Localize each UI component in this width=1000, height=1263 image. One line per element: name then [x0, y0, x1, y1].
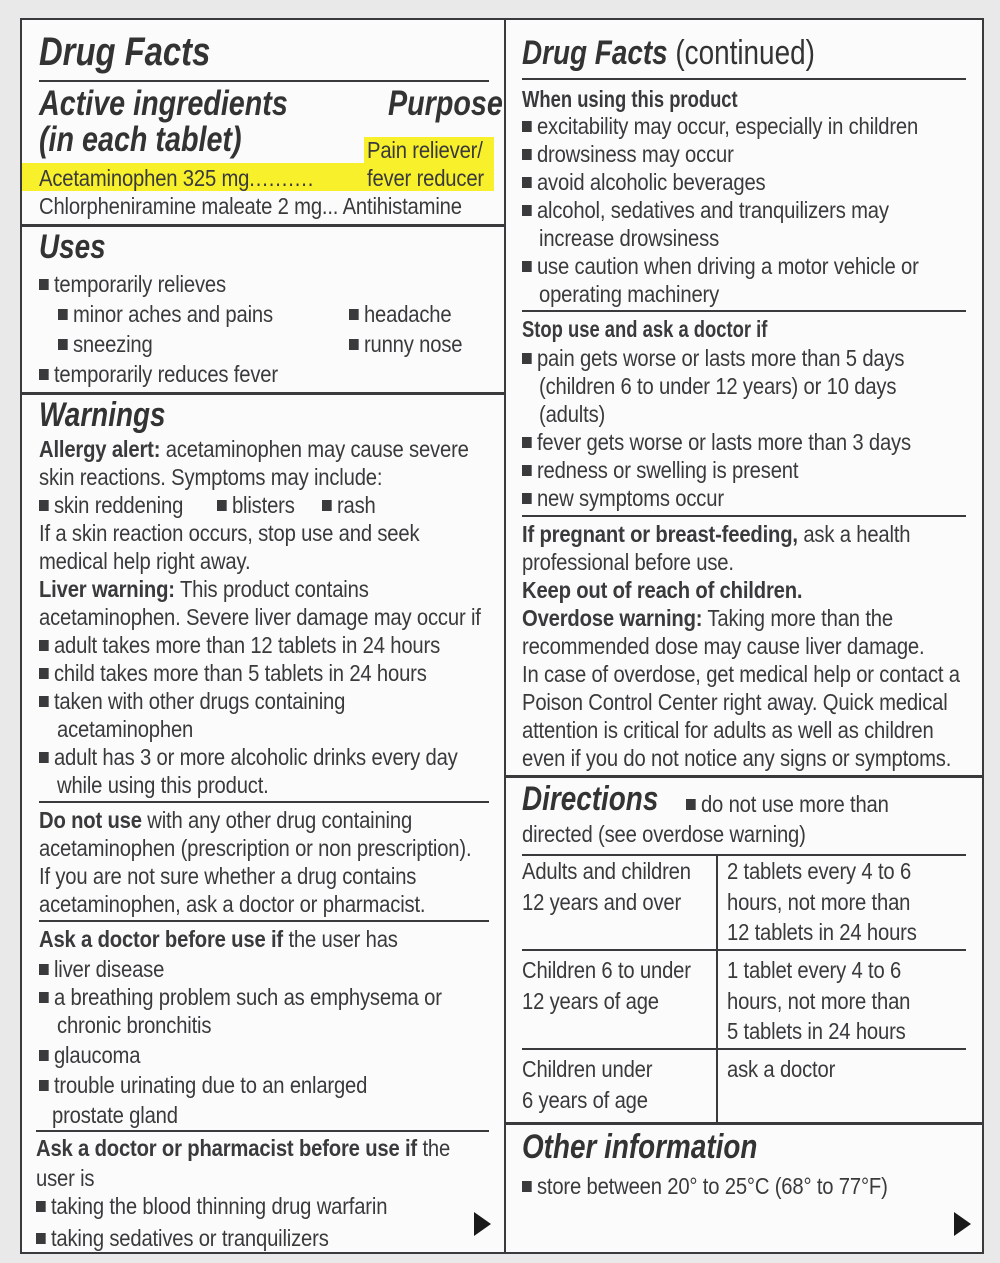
uses-item: sneezing [58, 330, 153, 358]
uses-item: temporarily reduces fever [39, 360, 278, 388]
stop-use-item: pain gets worse or lasts more than 5 days [522, 344, 904, 372]
divider-uses [22, 224, 506, 227]
ask-doctor-item: a breathing problem such as emphysema or [39, 983, 442, 1011]
continued-arrow-icon [954, 1212, 971, 1236]
ask-pharmacist-item: taking sedatives or tranquilizers [36, 1224, 329, 1252]
age-group-cell: Adults and children [522, 858, 691, 884]
ask-doctor-item: glaucoma [39, 1041, 140, 1069]
pregnant-warning: If pregnant or breast-feeding, ask a health [522, 521, 911, 547]
overdose-text: even if you do not notice any signs or symptoms. [522, 745, 952, 771]
age-group-cell: 12 years and over [522, 889, 682, 915]
directions-note: do not use more than [686, 790, 889, 818]
other-information-item: store between 20° to 25°C (68° to 77°F) [522, 1172, 888, 1200]
allergy-text: medical help right away. [39, 548, 251, 574]
overdose-warning: Overdose warning: Taking more than the [522, 605, 893, 631]
uses-item: headache [349, 300, 451, 328]
symptom-item: rash [322, 491, 376, 519]
do-not-use-text: acetaminophen, ask a doctor or pharmacist. [39, 891, 426, 917]
purpose-fever-reducer: fever reducer [367, 165, 484, 191]
dose-cell: 5 tablets in 24 hours [727, 1018, 906, 1044]
do-not-use-text: acetaminophen (prescription or non prescription). [39, 835, 472, 861]
continued-arrow-icon [474, 1212, 491, 1236]
when-using-item: use caution when driving a motor vehicle or [522, 252, 919, 280]
ask-doctor-item-cont: chronic bronchitis [57, 1012, 212, 1038]
liver-text: acetaminophen. Severe liver damage may occur if [39, 604, 481, 630]
divider-do-not-use [39, 801, 489, 803]
ask-doctor-item: liver disease [39, 955, 164, 983]
purpose-heading: Purpose [388, 84, 503, 123]
divider-pregnant [522, 515, 966, 517]
drug-facts-right-panel [506, 18, 984, 1254]
divider-directions [506, 775, 982, 778]
stop-use-item: new symptoms occur [522, 484, 724, 512]
when-using-item: alcohol, sedatives and tranquilizers may [522, 196, 889, 224]
when-using-item-cont: operating machinery [539, 281, 720, 307]
divider-other-info [506, 1122, 982, 1125]
uses-heading: Uses [39, 228, 106, 266]
ask-pharmacist: Ask a doctor or pharmacist before use if the [36, 1135, 451, 1161]
liver-item-cont: while using this product. [57, 772, 269, 798]
stop-use-item: fever gets worse or lasts more than 3 days [522, 428, 911, 456]
drug-facts-left-panel [20, 18, 506, 1254]
ingredient-chlorpheniramine: Chlorpheniramine maleate 2 mg... Antihistamine [39, 193, 462, 219]
dose-cell: 2 tablets every 4 to 6 [727, 858, 912, 884]
overdose-text: attention is critical for adults as well as children [522, 717, 934, 743]
when-using-item-cont: increase drowsiness [539, 225, 720, 251]
ask-doctor: Ask a doctor before use if the user has [39, 926, 398, 952]
ask-doctor-item: trouble urinating due to an enlarged [39, 1071, 367, 1099]
keep-out-of-reach: Keep out of reach of children. [522, 577, 803, 603]
directions-heading: Directions [522, 780, 659, 818]
allergy-alert: Allergy alert: acetaminophen may cause severe [39, 436, 469, 462]
drug-facts-title: Drug Facts [39, 30, 211, 74]
do-not-use-text: If you are not sure whether a drug contains [39, 863, 417, 889]
stop-use-item-cont: (adults) [539, 401, 606, 427]
when-using-item: avoid alcoholic beverages [522, 168, 765, 196]
age-group-cell: 12 years of age [522, 988, 659, 1014]
liver-item: adult takes more than 12 tablets in 24 hours [39, 631, 440, 659]
when-using-item: drowsiness may occur [522, 140, 734, 168]
divider-ask-pharmacist [36, 1130, 489, 1132]
divider-ask-doctor [39, 920, 489, 922]
age-group-cell: Children 6 to under [522, 957, 691, 983]
purpose-pain-reliever: Pain reliever/ [367, 137, 483, 163]
uses-item: temporarily relieves [39, 270, 226, 298]
title-rule [522, 78, 966, 80]
uses-item: runny nose [349, 330, 462, 358]
allergy-text: If a skin reaction occurs, stop use and seek [39, 520, 420, 546]
overdose-text: Poison Control Center right away. Quick medical [522, 689, 948, 715]
active-ingredients-subheading: (in each tablet) [39, 120, 242, 159]
dose-cell: hours, not more than [727, 889, 911, 915]
overdose-text: recommended dose may cause liver damage. [522, 633, 925, 659]
pregnant-text: professional before use. [522, 549, 734, 575]
liver-item: taken with other drugs containing [39, 687, 345, 715]
liver-item: adult has 3 or more alcoholic drinks every day [39, 743, 458, 771]
overdose-text: In case of overdose, get medical help or contact a [522, 661, 960, 687]
do-not-use: Do not use with any other drug containing [39, 807, 413, 833]
dose-cell: ask a doctor [727, 1056, 836, 1082]
uses-item: minor aches and pains [58, 300, 273, 328]
directions-note-cont: directed (see overdose warning) [522, 821, 806, 847]
when-using-item: excitability may occur, especially in children [522, 112, 918, 140]
dose-cell: hours, not more than [727, 988, 911, 1014]
divider-warnings [22, 392, 506, 395]
ask-doctor-item-cont: prostate gland [52, 1102, 178, 1128]
warnings-heading: Warnings [39, 396, 166, 434]
allergy-text: skin reactions. Symptoms may include: [39, 464, 383, 490]
ask-pharmacist-text: user is [36, 1165, 95, 1191]
when-using-heading: When using this product [522, 86, 738, 112]
age-group-cell: Children under [522, 1056, 653, 1082]
symptom-item: skin reddening [39, 491, 183, 519]
symptom-item: blisters [217, 491, 295, 519]
other-information-heading: Other information [522, 1128, 758, 1166]
stop-use-heading: Stop use and ask a doctor if [522, 316, 768, 342]
liver-item: child takes more than 5 tablets in 24 hours [39, 659, 427, 687]
divider-stop-use [522, 310, 966, 312]
ingredient-acetaminophen: Acetaminophen 325 mg.......... [39, 165, 315, 191]
stop-use-item: redness or swelling is present [522, 456, 798, 484]
ask-pharmacist-item: taking the blood thinning drug warfarin [36, 1192, 387, 1220]
age-group-cell: 6 years of age [522, 1087, 648, 1113]
dose-cell: 12 tablets in 24 hours [727, 919, 917, 945]
liver-warning: Liver warning: This product contains [39, 576, 369, 602]
drug-facts-continued-title: Drug Facts (continued) [522, 34, 815, 72]
active-ingredients-heading: Active ingredients [39, 84, 288, 123]
dose-cell: 1 tablet every 4 to 6 [727, 957, 902, 983]
stop-use-item-cont: (children 6 to under 12 years) or 10 days [539, 373, 897, 399]
liver-item-cont: acetaminophen [57, 716, 194, 742]
title-rule [39, 80, 489, 82]
